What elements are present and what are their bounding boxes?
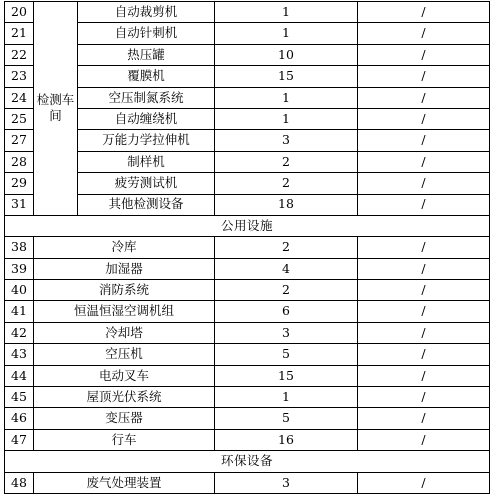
- row-number-cell: 45: [5, 387, 34, 408]
- table-row: [5, 151, 490, 172]
- quantity-cell: 2: [215, 151, 358, 172]
- quantity-cell: 3: [215, 472, 358, 493]
- section-row: [5, 215, 490, 236]
- quantity-cell: 3: [215, 130, 358, 151]
- section-title-public-facilities: 公用设施: [5, 215, 490, 236]
- row-number-cell: 42: [5, 322, 34, 343]
- equipment-name-cell: 变压器: [34, 408, 215, 429]
- quantity-cell: 18: [215, 194, 358, 215]
- equipment-name-cell: 制样机: [78, 151, 215, 172]
- row-number-cell: 21: [5, 23, 34, 44]
- group-label-cell: 检测车间: [34, 2, 78, 216]
- equipment-name-cell: 疲劳测试机: [78, 173, 215, 194]
- table-row: [5, 173, 490, 194]
- equipment-name-cell: 恒温恒湿空调机组: [34, 301, 215, 322]
- note-cell: /: [358, 194, 490, 215]
- equipment-name-cell: 空压制氮系统: [78, 87, 215, 108]
- table-row: [5, 429, 490, 450]
- quantity-cell: 15: [215, 66, 358, 87]
- quantity-cell: 15: [215, 365, 358, 386]
- row-number-cell: 38: [5, 237, 34, 258]
- row-number-cell: 20: [5, 2, 34, 23]
- equipment-name-cell: 自动针刺机: [78, 23, 215, 44]
- section-title-environmental-equipment: 环保设备: [5, 451, 490, 472]
- note-cell: /: [358, 472, 490, 493]
- equipment-name-cell: 空压机: [34, 344, 215, 365]
- quantity-cell: 10: [215, 44, 358, 65]
- quantity-cell: 1: [215, 387, 358, 408]
- row-number-cell: 47: [5, 429, 34, 450]
- note-cell: /: [358, 108, 490, 129]
- row-number-cell: 39: [5, 258, 34, 279]
- equipment-name-cell: 屋顶光伏系统: [34, 387, 215, 408]
- note-cell: /: [358, 44, 490, 65]
- note-cell: /: [358, 66, 490, 87]
- table-row: [5, 344, 490, 365]
- note-cell: /: [358, 258, 490, 279]
- equipment-name-cell: 自动缠绕机: [78, 108, 215, 129]
- note-cell: /: [358, 365, 490, 386]
- note-cell: /: [358, 23, 490, 44]
- equipment-name-cell: 行车: [34, 429, 215, 450]
- table-row: [5, 87, 490, 108]
- row-number-cell: 44: [5, 365, 34, 386]
- note-cell: /: [358, 301, 490, 322]
- row-number-cell: 25: [5, 108, 34, 129]
- note-cell: /: [358, 173, 490, 194]
- table-row: [5, 2, 490, 23]
- row-number-cell: 46: [5, 408, 34, 429]
- equipment-name-cell: 冷库: [34, 237, 215, 258]
- row-number-cell: 48: [5, 472, 34, 493]
- note-cell: /: [358, 151, 490, 172]
- row-number-cell: 40: [5, 280, 34, 301]
- row-number-cell: 31: [5, 194, 34, 215]
- equipment-name-cell: 电动叉车: [34, 365, 215, 386]
- row-number-cell: 43: [5, 344, 34, 365]
- table-row: [5, 237, 490, 258]
- quantity-cell: 1: [215, 108, 358, 129]
- table-row: [5, 130, 490, 151]
- table-row: [5, 472, 490, 493]
- quantity-cell: 4: [215, 258, 358, 279]
- equipment-name-cell: 加湿器: [34, 258, 215, 279]
- table-row: [5, 23, 490, 44]
- quantity-cell: 1: [215, 23, 358, 44]
- row-number-cell: 23: [5, 66, 34, 87]
- equipment-name-cell: 废气处理装置: [34, 472, 215, 493]
- table-row: [5, 258, 490, 279]
- quantity-cell: 2: [215, 280, 358, 301]
- note-cell: /: [358, 130, 490, 151]
- quantity-cell: 2: [215, 237, 358, 258]
- equipment-table-body: [5, 2, 490, 494]
- quantity-cell: 5: [215, 344, 358, 365]
- row-number-cell: 27: [5, 130, 34, 151]
- row-number-cell: 28: [5, 151, 34, 172]
- row-number-cell: 22: [5, 44, 34, 65]
- table-row: [5, 301, 490, 322]
- equipment-name-cell: 热压罐: [78, 44, 215, 65]
- quantity-cell: 5: [215, 408, 358, 429]
- row-number-cell: 41: [5, 301, 34, 322]
- quantity-cell: 3: [215, 322, 358, 343]
- table-row: [5, 66, 490, 87]
- equipment-table: [4, 1, 490, 494]
- note-cell: /: [358, 2, 490, 23]
- table-row: [5, 387, 490, 408]
- note-cell: /: [358, 429, 490, 450]
- equipment-name-cell: 冷却塔: [34, 322, 215, 343]
- table-row: [5, 322, 490, 343]
- table-row: [5, 280, 490, 301]
- note-cell: /: [358, 87, 490, 108]
- quantity-cell: 16: [215, 429, 358, 450]
- table-row: [5, 194, 490, 215]
- note-cell: /: [358, 408, 490, 429]
- row-number-cell: 29: [5, 173, 34, 194]
- table-row: [5, 108, 490, 129]
- quantity-cell: 6: [215, 301, 358, 322]
- quantity-cell: 2: [215, 173, 358, 194]
- table-row: [5, 408, 490, 429]
- equipment-name-cell: 万能力学拉伸机: [78, 130, 215, 151]
- equipment-name-cell: 覆膜机: [78, 66, 215, 87]
- equipment-name-cell: 消防系统: [34, 280, 215, 301]
- quantity-cell: 1: [215, 87, 358, 108]
- section-row: [5, 451, 490, 472]
- note-cell: /: [358, 387, 490, 408]
- row-number-cell: 24: [5, 87, 34, 108]
- equipment-name-cell: 其他检测设备: [78, 194, 215, 215]
- table-row: [5, 365, 490, 386]
- equipment-name-cell: 自动裁剪机: [78, 2, 215, 23]
- note-cell: /: [358, 237, 490, 258]
- table-row: [5, 44, 490, 65]
- note-cell: /: [358, 344, 490, 365]
- note-cell: /: [358, 280, 490, 301]
- note-cell: /: [358, 322, 490, 343]
- quantity-cell: 1: [215, 2, 358, 23]
